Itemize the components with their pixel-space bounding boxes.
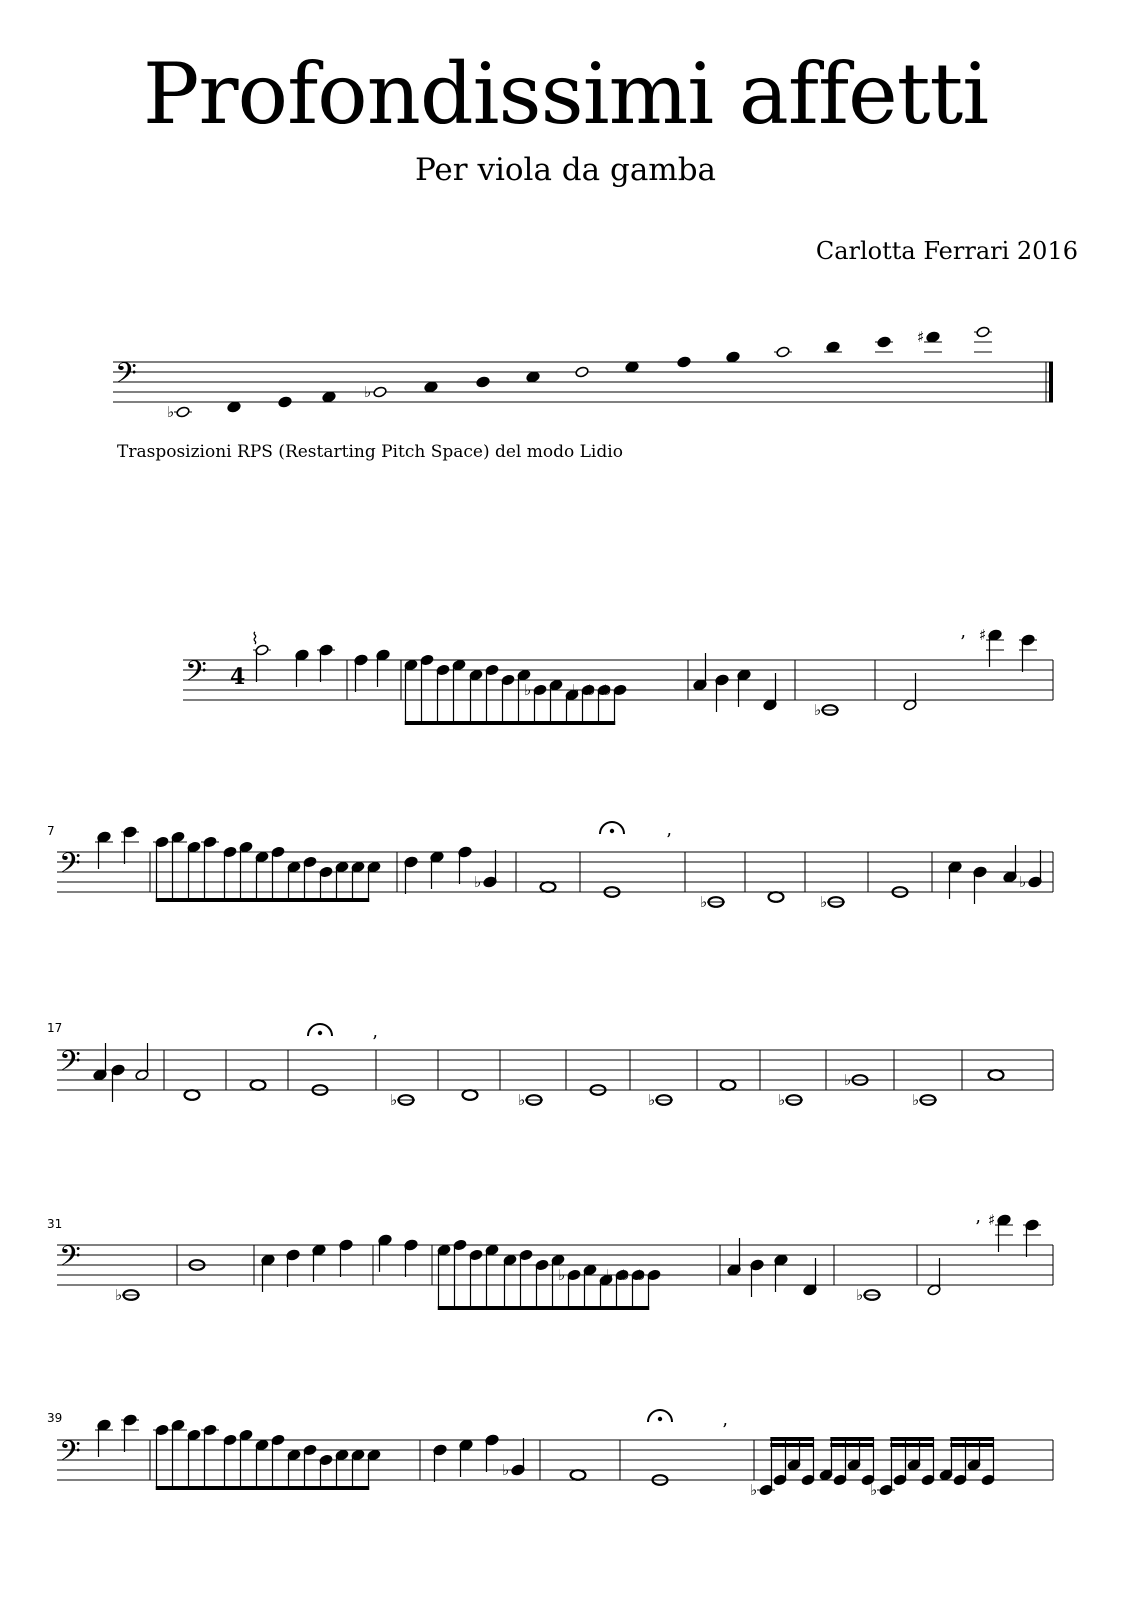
scale-note-head <box>322 391 336 403</box>
flat-accidental: ♭ <box>588 681 596 699</box>
breath-mark-icon: ’ <box>722 1420 728 1441</box>
whole-note <box>571 1470 586 1480</box>
flat-accidental: ♭ <box>778 1091 786 1109</box>
note-beam <box>156 898 369 902</box>
whole-note <box>251 1080 266 1090</box>
bass-clef-icon: 𝄢 <box>59 1435 81 1475</box>
breath-mark-icon: ’ <box>666 830 672 851</box>
scale-note-head <box>526 371 540 383</box>
flat-accidental: ♭ <box>1019 873 1027 891</box>
mordent-icon: ⌇ <box>251 629 259 648</box>
system-number-5: 39 <box>47 1411 63 1425</box>
flat-accidental: ♭ <box>606 1266 614 1284</box>
whole-note <box>463 1090 478 1100</box>
scale-note-head <box>227 401 241 413</box>
flat-accidental: ♭ <box>648 1091 656 1109</box>
flat-accidental: ♭ <box>115 1286 123 1304</box>
bass-clef-icon: 𝄢 <box>115 357 137 397</box>
sharp-accidental: ♯ <box>988 1211 996 1229</box>
bass-clef-icon: 𝄢 <box>59 1045 81 1085</box>
flat-accidental: ♭ <box>912 1091 920 1109</box>
note-beam <box>438 1306 649 1310</box>
whole-note <box>721 1080 736 1090</box>
flat-accidental: ♭ <box>700 893 708 911</box>
scale-note-head <box>976 326 990 338</box>
whole-note <box>541 882 556 892</box>
fermata-dot <box>318 1031 322 1035</box>
bass-clef-icon: 𝄢 <box>185 655 207 695</box>
scale-note-head <box>726 351 740 363</box>
scale-caption: Trasposizioni RPS (Restarting Pitch Space) del modo Lidio <box>117 442 623 462</box>
scale-note-head <box>278 396 292 408</box>
note-beam <box>156 1486 369 1490</box>
note-beam <box>890 1437 933 1441</box>
breath-mark-icon: ’ <box>372 1032 378 1053</box>
scale-note-head <box>677 356 691 368</box>
flat-accidental: ♭ <box>474 873 482 891</box>
whole-note <box>185 1090 200 1100</box>
flat-accidental: ♭ <box>558 1266 566 1284</box>
note-beam <box>830 1443 873 1447</box>
note-beam <box>770 1437 813 1441</box>
page-subtitle: Per viola da gamba <box>414 152 717 188</box>
flat-accidental: ♭ <box>622 1266 630 1284</box>
note-beam <box>405 721 615 725</box>
flat-accidental: ♭ <box>638 1266 646 1284</box>
scale-note-head <box>373 386 387 398</box>
composer-credit: Carlotta Ferrari 2016 <box>815 237 1078 265</box>
note-beam <box>830 1437 873 1441</box>
bass-clef-icon: 𝄢 <box>59 847 81 887</box>
flat-accidental: ♭ <box>604 681 612 699</box>
note-beam <box>890 1443 933 1447</box>
breath-mark-icon: ’ <box>960 632 966 653</box>
flat-accidental: ♭ <box>814 701 822 719</box>
flat-accidental: ♭ <box>844 1071 852 1089</box>
whole-note <box>769 892 784 902</box>
flat-accidental: ♭ <box>518 1091 526 1109</box>
flat-accidental: ♭ <box>364 383 372 401</box>
page-title: Profondissimi affetti <box>142 45 989 143</box>
note-beam <box>950 1443 993 1447</box>
flat-accidental: ♭ <box>572 681 580 699</box>
sharp-accidental: ♯ <box>979 626 987 644</box>
sharp-accidental: ♯ <box>917 328 925 346</box>
final-barline-thick <box>1049 362 1053 402</box>
scale-note-head <box>575 366 589 378</box>
scale-note-head <box>476 376 490 388</box>
scale-note-head <box>826 341 840 353</box>
scale-note-head <box>776 346 790 358</box>
fermata-dot <box>610 829 614 833</box>
time-signature: 4 <box>230 664 246 690</box>
scale-note-head <box>877 336 891 348</box>
note-beam <box>950 1437 993 1441</box>
breath-mark-icon: ’ <box>975 1217 981 1238</box>
fermata-dot <box>658 1417 662 1421</box>
flat-accidental: ♭ <box>750 1481 758 1499</box>
whole-note <box>989 1070 1004 1080</box>
flat-accidental: ♭ <box>856 1286 864 1304</box>
bass-clef-icon: 𝄢 <box>59 1240 81 1280</box>
flat-accidental: ♭ <box>820 893 828 911</box>
system-number-2: 7 <box>47 824 55 838</box>
flat-accidental: ♭ <box>502 1461 510 1479</box>
scale-note-head <box>625 361 639 373</box>
scale-note-head <box>176 406 190 418</box>
note-beam <box>770 1443 813 1447</box>
scale-note-head <box>424 381 438 393</box>
flat-accidental: ♭ <box>524 681 532 699</box>
flat-accidental: ♭ <box>167 403 175 421</box>
flat-accidental: ♭ <box>870 1481 878 1499</box>
scale-note-head <box>926 331 940 343</box>
system-number-4: 31 <box>47 1217 63 1231</box>
flat-accidental: ♭ <box>390 1091 398 1109</box>
system-number-3: 17 <box>47 1021 63 1035</box>
